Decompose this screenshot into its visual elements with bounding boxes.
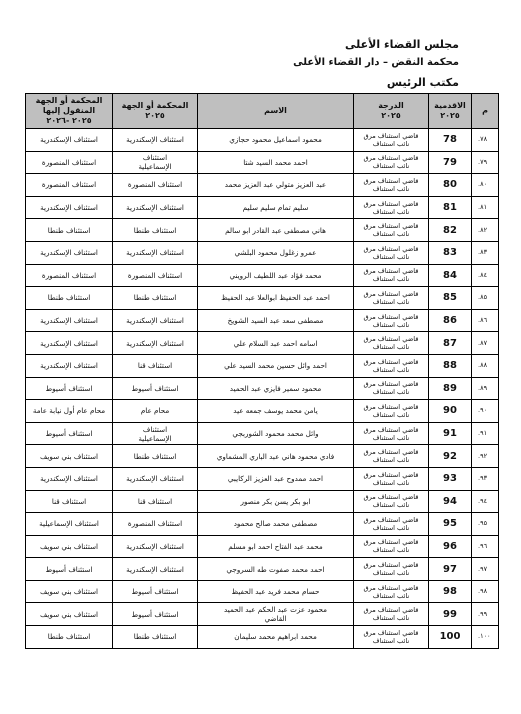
column-header-index: م (472, 94, 499, 129)
table-row (26, 377, 499, 400)
judges-table (25, 93, 499, 649)
cell-degree: قاضي استئناف مرق نائب استئناف (354, 354, 429, 377)
cell-transfer: استئناف طنطا (26, 287, 113, 310)
cell-court: استئناف الإسكندرية (113, 332, 198, 355)
cell-index: ٩٣. (472, 467, 499, 490)
cell-seniority: 80 (429, 174, 472, 197)
table-row (26, 264, 499, 287)
cell-degree: قاضي استئناف مرق نائب استئناف (354, 535, 429, 558)
cell-court: استئناف المنصورة (113, 513, 198, 536)
cell-seniority: 84 (429, 264, 472, 287)
cell-name: سليم تمام سليم سليم (198, 196, 354, 219)
cell-seniority: 97 (429, 558, 472, 581)
table-row (26, 558, 499, 581)
cell-court: استئناف الإسكندرية (113, 535, 198, 558)
cell-name: حسام محمد فريد عبد الحفيظ (198, 580, 354, 603)
cell-transfer: استئناف الإسكندرية (26, 309, 113, 332)
cell-seniority: 100 (429, 626, 472, 649)
cell-seniority: 88 (429, 354, 472, 377)
cell-seniority: 87 (429, 332, 472, 355)
cell-degree: قاضي استئناف مرق نائب استئناف (354, 287, 429, 310)
cell-seniority: 81 (429, 196, 472, 219)
column-header-seniority: الاقدمية ٢٠٢٥ (429, 94, 472, 129)
cell-seniority: 86 (429, 309, 472, 332)
cell-index: ٨٦. (472, 309, 499, 332)
cell-name: احمد محمد السيد شتا (198, 151, 354, 174)
cell-court: استئناف الإسكندرية (113, 129, 198, 152)
cell-degree: قاضي استئناف مرق نائب استئناف (354, 626, 429, 649)
table-row (26, 219, 499, 242)
table-row (26, 332, 499, 355)
table-row (26, 626, 499, 649)
table-row (26, 287, 499, 310)
cell-seniority: 83 (429, 241, 472, 264)
cell-name: عمرو زغلول محمود البلشي (198, 241, 354, 264)
court-subtitle: محكمة النقض – دار القضاء الأعلى (293, 57, 459, 68)
table-row (26, 422, 499, 445)
cell-index: ٨٨. (472, 354, 499, 377)
cell-seniority: 94 (429, 490, 472, 513)
column-header-name: الاسم (198, 94, 354, 129)
cell-name: وائل محمد محمود الشوربجي (198, 422, 354, 445)
cell-court: استئناف أسيوط (113, 603, 198, 626)
cell-seniority: 99 (429, 603, 472, 626)
cell-name: مصطفى سعد عبد السيد الشويخ (198, 309, 354, 332)
cell-transfer: استئناف الإسكندرية (26, 467, 113, 490)
cell-index: ٨٤. (472, 264, 499, 287)
cell-court: استئناف طنطا (113, 219, 198, 242)
cell-degree: قاضي استئناف مرق نائب استئناف (354, 558, 429, 581)
cell-court: استئناف الإسكندرية (113, 309, 198, 332)
cell-name: احمد ممدوح عبد العزيز الركايبي (198, 467, 354, 490)
cell-name: محمود عزت عبد الحكم عبد الحميد القاضي (198, 603, 354, 626)
cell-court: استئناف الإسكندرية (113, 467, 198, 490)
cell-court: استئناف الإسماعيلية (113, 422, 198, 445)
cell-index: ٩٠. (472, 400, 499, 423)
cell-index: ٩٦. (472, 535, 499, 558)
cell-index: ٨٣. (472, 241, 499, 264)
column-header-court: المحكمة أو الجهة ٢٠٢٥ (113, 94, 198, 129)
cell-index: ٩٨. (472, 580, 499, 603)
cell-seniority: 89 (429, 377, 472, 400)
table-row (26, 513, 499, 536)
table-row (26, 309, 499, 332)
table-body (26, 129, 499, 649)
cell-transfer: استئناف طنطا (26, 626, 113, 649)
cell-name: محمود سمير فايزي عبد الحميد (198, 377, 354, 400)
cell-index: ٩٤. (472, 490, 499, 513)
cell-court: استئناف المنصورة (113, 174, 198, 197)
cell-index: ٨٥. (472, 287, 499, 310)
cell-index: ٨١. (472, 196, 499, 219)
cell-name: محمد عبد الفتاح احمد ابو مسلم (198, 535, 354, 558)
cell-transfer: استئناف المنصورة (26, 264, 113, 287)
table-header-row (26, 94, 499, 129)
cell-seniority: 92 (429, 445, 472, 468)
cell-degree: قاضي استئناف مرق نائب استئناف (354, 422, 429, 445)
cell-court: استئناف الإسكندرية (113, 558, 198, 581)
cell-degree: قاضي استئناف مرق نائب استئناف (354, 241, 429, 264)
table-row (26, 535, 499, 558)
cell-court: استئناف الإسكندرية (113, 196, 198, 219)
cell-index: ٨٠. (472, 174, 499, 197)
table-row (26, 467, 499, 490)
table-row (26, 174, 499, 197)
table-row (26, 354, 499, 377)
cell-degree: قاضي استئناف مرق نائب استئناف (354, 603, 429, 626)
cell-transfer: استئناف أسيوط (26, 558, 113, 581)
cell-transfer: استئناف الإسكندرية (26, 332, 113, 355)
cell-name: عبد العزيز متولي عبد العزيز محمد (198, 174, 354, 197)
cell-court: استئناف قنا (113, 354, 198, 377)
cell-index: ٩١. (472, 422, 499, 445)
table-row (26, 151, 499, 174)
cell-transfer: استئناف أسيوط (26, 422, 113, 445)
cell-transfer: استئناف بني سويف (26, 445, 113, 468)
cell-index: ٨٧. (472, 332, 499, 355)
cell-seniority: 96 (429, 535, 472, 558)
column-header-degree: الدرجة ٢٠٢٥ (354, 94, 429, 129)
cell-court: محام عام (113, 400, 198, 423)
cell-seniority: 95 (429, 513, 472, 536)
cell-court: استئناف طنطا (113, 626, 198, 649)
cell-degree: قاضي استئناف مرق نائب استئناف (354, 264, 429, 287)
table-row (26, 196, 499, 219)
cell-index: ٩٢. (472, 445, 499, 468)
cell-seniority: 98 (429, 580, 472, 603)
table-row (26, 490, 499, 513)
cell-court: استئناف طنطا (113, 445, 198, 468)
cell-transfer: استئناف طنطا (26, 219, 113, 242)
cell-name: اسامه احمد عبد السلام علي (198, 332, 354, 355)
cell-court: استئناف المنصورة (113, 264, 198, 287)
cell-index: ١٠٠. (472, 626, 499, 649)
table-row (26, 129, 499, 152)
cell-transfer: استئناف الإسكندرية (26, 354, 113, 377)
cell-index: ٨٩. (472, 377, 499, 400)
table-row (26, 241, 499, 264)
cell-degree: قاضي استئناف مرق نائب استئناف (354, 513, 429, 536)
cell-degree: قاضي استئناف مرق نائب استئناف (354, 196, 429, 219)
cell-court: استئناف أسيوط (113, 580, 198, 603)
cell-seniority: 78 (429, 129, 472, 152)
cell-seniority: 79 (429, 151, 472, 174)
cell-degree: قاضي استئناف مرق نائب استئناف (354, 377, 429, 400)
column-header-transfer: المحكمة أو الجهة المنقول إليها ٢٠٢٥ -٢٠٢٦ (26, 94, 113, 129)
cell-seniority: 93 (429, 467, 472, 490)
table-row (26, 445, 499, 468)
cell-transfer: استئناف الإسكندرية (26, 241, 113, 264)
cell-name: احمد محمد صفوت طه السروجي (198, 558, 354, 581)
cell-seniority: 85 (429, 287, 472, 310)
cell-court: استئناف الإسكندرية (113, 241, 198, 264)
cell-name: ابو بكر يسن بكر منصور (198, 490, 354, 513)
cell-transfer: استئناف أسيوط (26, 377, 113, 400)
table-row (26, 580, 499, 603)
table-row (26, 603, 499, 626)
cell-index: ٧٩. (472, 151, 499, 174)
cell-court: استئناف قنا (113, 490, 198, 513)
cell-degree: قاضي استئناف مرق نائب استئناف (354, 174, 429, 197)
cell-index: ٩٩. (472, 603, 499, 626)
cell-transfer: استئناف الإسكندرية (26, 129, 113, 152)
cell-transfer: محام عام أول نيابة عامة (26, 400, 113, 423)
office-title: مكتب الرئيس (386, 76, 459, 89)
cell-name: احمد وائل حسين محمد السيد علي (198, 354, 354, 377)
cell-name: محمد ابراهيم محمد سليمان (198, 626, 354, 649)
cell-transfer: استئناف بني سويف (26, 603, 113, 626)
council-title: مجلس القضاء الأعلى (345, 38, 459, 51)
cell-degree: قاضي استئناف مرق نائب استئناف (354, 309, 429, 332)
cell-name: هاني مصطفى عبد القادر ابو سالم (198, 219, 354, 242)
cell-degree: قاضي استئناف مرق نائب استئناف (354, 490, 429, 513)
table-row (26, 400, 499, 423)
cell-degree: قاضي استئناف مرق نائب استئناف (354, 332, 429, 355)
cell-name: يامن محمد يوسف جمعه عيد (198, 400, 354, 423)
cell-seniority: 82 (429, 219, 472, 242)
cell-index: ٩٧. (472, 558, 499, 581)
cell-transfer: استئناف قنا (26, 490, 113, 513)
cell-court: استئناف الإسماعيلية (113, 151, 198, 174)
cell-index: ٩٥. (472, 513, 499, 536)
cell-transfer: استئناف المنصورة (26, 174, 113, 197)
cell-transfer: استئناف الإسكندرية (26, 196, 113, 219)
cell-transfer: استئناف المنصورة (26, 151, 113, 174)
cell-degree: قاضي استئناف مرق نائب استئناف (354, 219, 429, 242)
cell-name: محمود اسماعيل محمود حجازي (198, 129, 354, 152)
cell-degree: قاضي استئناف مرق نائب استئناف (354, 467, 429, 490)
cell-name: مصطفى محمد صالح محمود (198, 513, 354, 536)
cell-degree: قاضي استئناف مرق نائب استئناف (354, 129, 429, 152)
cell-degree: قاضي استئناف مرق نائب استئناف (354, 151, 429, 174)
cell-name: احمد عبد الحفيظ ابوالعلا عبد الحفيظ (198, 287, 354, 310)
cell-seniority: 91 (429, 422, 472, 445)
cell-degree: قاضي استئناف مرق نائب استئناف (354, 580, 429, 603)
cell-court: استئناف أسيوط (113, 377, 198, 400)
cell-transfer: استئناف الإسماعيلية (26, 513, 113, 536)
cell-index: ٨٢. (472, 219, 499, 242)
cell-seniority: 90 (429, 400, 472, 423)
cell-degree: قاضي استئناف مرق نائب استئناف (354, 445, 429, 468)
cell-transfer: استئناف بني سويف (26, 580, 113, 603)
cell-transfer: استئناف بني سويف (26, 535, 113, 558)
cell-index: ٧٨. (472, 129, 499, 152)
cell-name: محمد فؤاد عبد اللطيف الرويني (198, 264, 354, 287)
cell-court: استئناف طنطا (113, 287, 198, 310)
cell-degree: قاضي استئناف مرق نائب استئناف (354, 400, 429, 423)
cell-name: فادي محمود هاني عبد الباري المشماوي (198, 445, 354, 468)
